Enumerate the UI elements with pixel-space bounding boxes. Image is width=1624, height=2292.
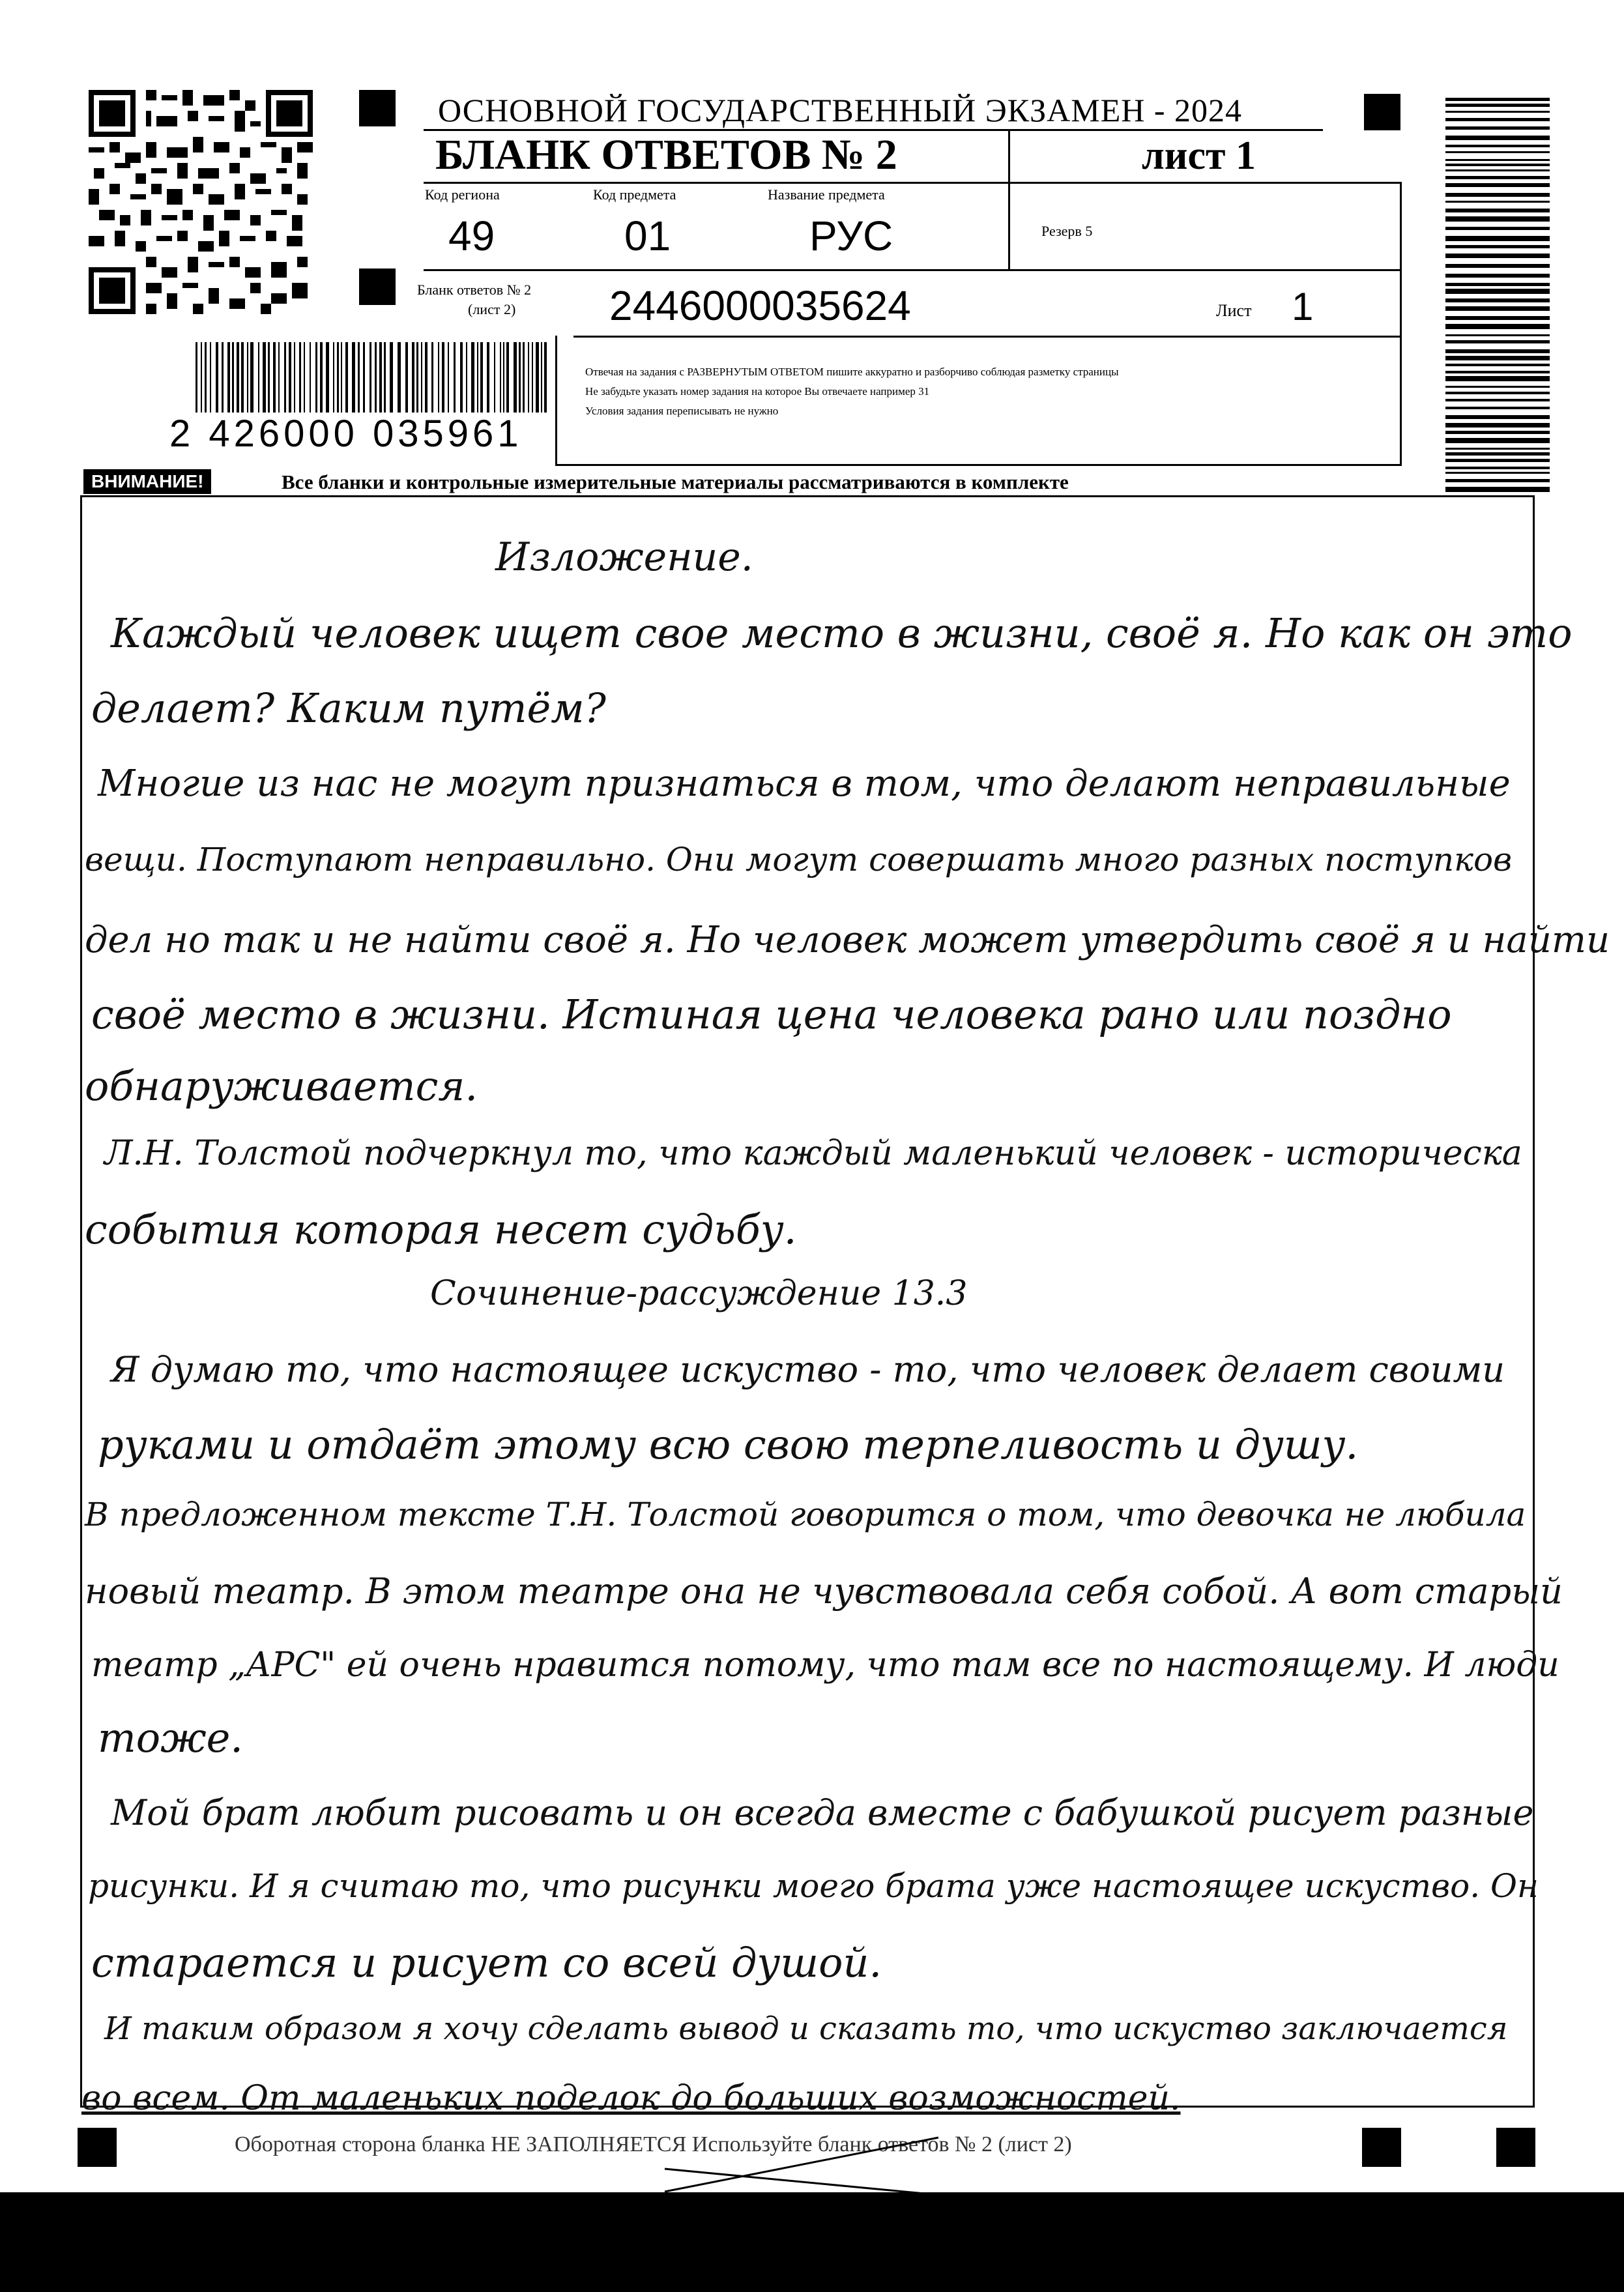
list-value: 1 [1292, 285, 1314, 328]
answer-line-3: делает? Каким путём? [91, 684, 606, 732]
marker-square-mid-left [359, 268, 396, 305]
form-ref-label-2: (лист 2) [468, 301, 516, 317]
barcode-left [196, 342, 553, 414]
instruction-line-3: Условия задания переписывать не нужно [585, 405, 779, 417]
answer-line-5: вещи. Поступают неправильно. Они могут совершать много разных поступков [85, 841, 1513, 878]
marker-square-bottom-left [78, 2128, 117, 2167]
answer-line-4: Многие из нас не могут признаться в том, что делают неправильные [98, 762, 1511, 805]
instructions-left-border [555, 336, 557, 466]
exam-title: ОСНОВНОЙ ГОСУДАРСТВЕННЫЙ ЭКЗАМЕН - 2024 [438, 92, 1242, 128]
warning-text: Все бланки и контрольные измерительные материалы рассматриваются в комплекте [282, 471, 1069, 493]
answer-line-12: Я думаю то, что настоящее искуство - то, что человек делает своими [111, 1349, 1505, 1390]
reserve-label: Резерв 5 [1041, 223, 1093, 239]
instruction-line-2: Не забудьте указать номер задания на которое Вы отвечаете например 31 [585, 385, 930, 398]
qr-code [89, 90, 313, 314]
answer-line-8: обнаруживается. [85, 1062, 478, 1110]
answer-line-9: Л.Н. Толстой подчеркнул то, что каждый маленький человек - историческа [104, 1134, 1522, 1173]
sheet-label: лист 1 [1142, 134, 1256, 178]
instruction-line-1: Отвечая на задания с РАЗВЕРНУТЫМ ОТВЕТОМ пишите аккуратно и разборчиво соблюдая разметку страницы [585, 366, 1119, 378]
answer-line-16: театр „АРС" ей очень нравится потому, что там все по настоящему. И люди [91, 1646, 1559, 1685]
answer-line-22: во всем. От маленьких поделок до больших возможностей. [81, 2079, 1181, 2118]
instructions-bottom-line [555, 464, 1402, 466]
marker-square-top-left [359, 90, 396, 126]
answer-line-13: руками и отдаёт этому всю свою терпеливость и душу. [98, 1421, 1359, 1468]
marker-square-bottom-right-2 [1496, 2128, 1535, 2167]
subject-name-value: РУС [809, 212, 893, 259]
form-number: 2446000035624 [609, 282, 911, 329]
scan-bottom-band [0, 2192, 1624, 2292]
answer-line-20: старается и рисует со всей душой. [91, 1939, 882, 1986]
footer-note: Оборотная сторона бланка НЕ ЗАПОЛНЯЕТСЯ Используйте бланк ответов № 2 (лист 2) [235, 2132, 1072, 2156]
subject-code-label: Код предмета [593, 186, 676, 203]
answer-line-10: события которая несет судьбу. [85, 1206, 797, 1253]
answer-line-15: новый театр. В этом театре она не чувствовала себя собой. А вот старый [85, 1571, 1563, 1612]
answer-line-19: рисунки. И я считаю то, что рисунки моего брата уже настоящее искуство. Он [88, 1867, 1539, 1905]
barcode-right [1445, 98, 1550, 495]
form-ref-label-1: Бланк ответов № 2 [417, 282, 532, 298]
region-value: 49 [448, 212, 495, 259]
header-line-3 [424, 269, 1401, 271]
form-title: БЛАНК ОТВЕТОВ № 2 [435, 131, 897, 179]
list-label: Лист [1216, 301, 1252, 320]
region-label: Код региона [425, 186, 500, 203]
answer-line-2: Каждый человек ищет свое место в жизни, своё я. Но как он это [111, 609, 1573, 657]
answer-line-7: своё место в жизни. Истиная цена человека рано или поздно [91, 991, 1452, 1038]
subject-name-label: Название предмета [768, 186, 885, 203]
footer-strikeout-mark [652, 2130, 951, 2201]
answer-line-21: И таким образом я хочу сделать вывод и сказать то, что искуство заключается [104, 2010, 1508, 2047]
subject-code-value: 01 [624, 212, 671, 259]
answer-line-14: В предложенном тексте Т.Н. Толстой говорится о том, что девочка не любила [85, 1496, 1526, 1533]
marker-square-bottom-right-1 [1362, 2128, 1401, 2167]
header-line-4 [573, 336, 1401, 338]
answer-line-17: тоже. [98, 1714, 243, 1762]
instructions [585, 362, 1119, 421]
warning-badge: ВНИМАНИЕ! [83, 469, 211, 494]
barcode-number: 2 426000 035961 [169, 413, 523, 455]
header-right-border [1400, 182, 1402, 466]
header-divider [1008, 130, 1010, 270]
marker-square-top-right [1364, 94, 1400, 130]
answer-line-11: Сочинение-рассуждение 13.3 [430, 1274, 968, 1313]
answer-line-18: Мой брат любит рисовать и он всегда вместе с бабушкой рисует разные [111, 1792, 1534, 1833]
answer-line-1: Изложение. [495, 534, 753, 580]
header-line-2 [424, 182, 1401, 184]
answer-line-6: дел но так и не найти своё я. Но человек может утвердить своё я и найти [85, 919, 1610, 961]
